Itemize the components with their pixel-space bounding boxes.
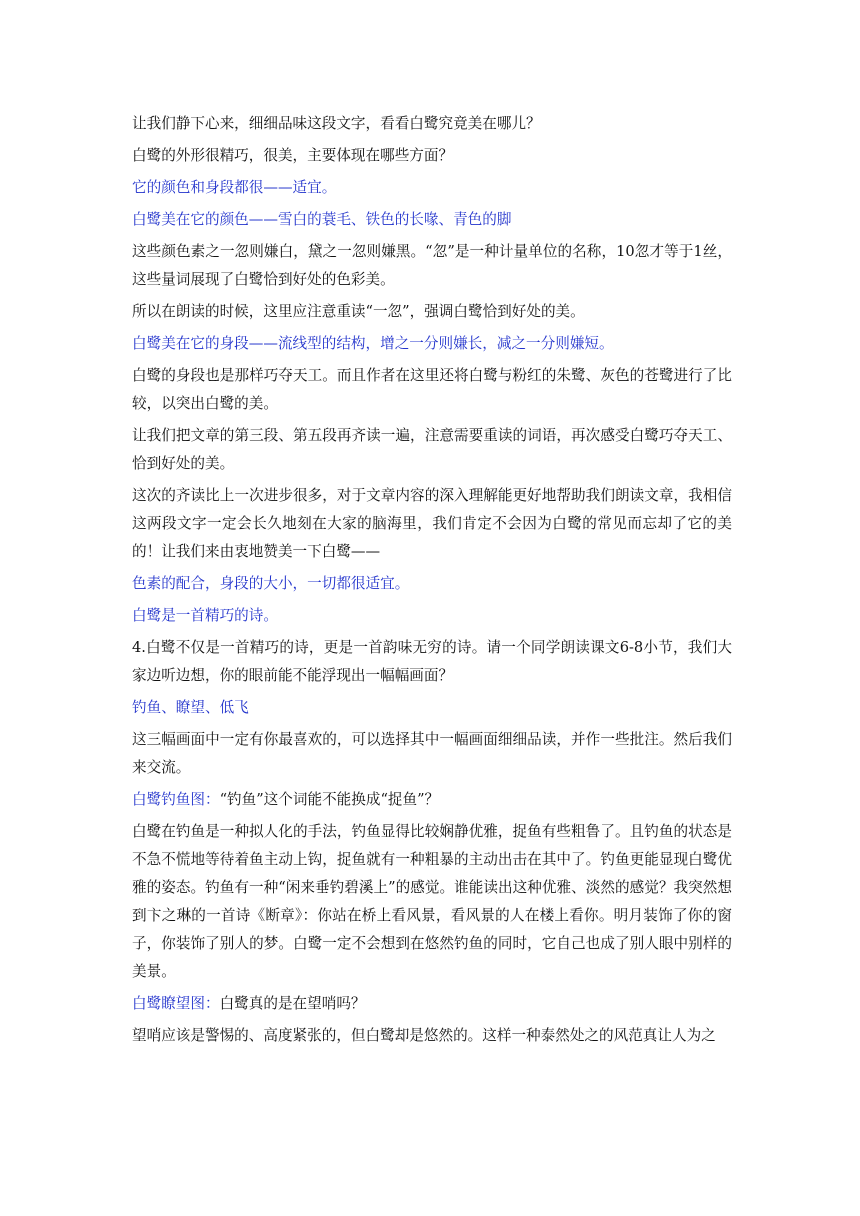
paragraph: 所以在朗读的时候，这里应注意重读“一忽”，强调白鹭恰到好处的美。: [132, 303, 585, 320]
section-label: 白鹭瞭望图：: [132, 995, 220, 1012]
labeled-paragraph: [132, 990, 732, 1018]
highlighted-paragraph: 白鹭美在它的颜色——雪白的蓑毛、铁色的长喙、青色的脚: [132, 211, 512, 228]
document-page: [132, 110, 732, 1054]
question-text: “钓鱼”这个词能不能换成“捉鱼”？: [219, 791, 440, 808]
paragraph: 4.白鹭不仅是一首精巧的诗，更是一首韵味无穷的诗。请一个同学朗读课文6-8小节，我们大家边听边想，你的眼前能不能浮现出一幅幅画面？: [132, 639, 732, 684]
highlighted-paragraph: 它的颜色和身段都很——适宜。: [132, 179, 337, 196]
labeled-paragraph: [132, 786, 732, 814]
section-label: 白鹭钓鱼图：: [132, 791, 220, 808]
highlighted-paragraph: 色素的配合，身段的大小，一切都很适宜。: [132, 575, 410, 592]
paragraph: 这些颜色素之一忽则嫌白，黛之一忽则嫌黑。“忽”是一种计量单位的名称，10忽才等于1丝，这些量词展现了白鹭恰到好处的色彩美。: [132, 243, 732, 288]
paragraph: 望哨应该是警惕的、高度紧张的，但白鹭却是悠然的。这样一种泰然处之的风范真让人为之: [132, 1027, 716, 1044]
paragraph: 白鹭的身段也是那样巧夺天工。而且作者在这里还将白鹭与粉红的朱鹭、灰色的苍鹭进行了比较，以突出白鹭的美。: [132, 367, 732, 412]
paragraph: 白鹭的外形很精巧，很美，主要体现在哪些方面？: [132, 147, 454, 164]
paragraph: 这次的齐读比上一次进步很多，对于文章内容的深入理解能更好地帮助我们朗读文章，我相信这两段文字一定会长久地刻在大家的脑海里，我们肯定不会因为白鹭的常见而忘却了它的美的！让我们来由衷地赞美一下白鹭——: [132, 487, 732, 560]
paragraph: 白鹭在钓鱼是一种拟人化的手法，钓鱼显得比较娴静优雅，捉鱼有些粗鲁了。且钓鱼的状态是不急不慌地等待着鱼主动上钩，捉鱼就有一种粗暴的主动出击在其中了。钓鱼更能显现白鹭优雅的姿态。钓鱼有一种“闲来垂钓碧溪上”的感觉。谁能读出这种优雅、淡然的感觉？我突然想到卞之琳的一首诗《断章》：你站在桥上看风景，看风景的人在楼上看你。明月装饰了你的窗子，你装饰了别人的梦。白鹭一定不会想到在悠然钓鱼的同时，它自己也成了别人眼中别样的美景。: [132, 823, 732, 980]
highlighted-paragraph: 钓鱼、瞭望、低飞: [132, 699, 249, 716]
paragraph: 这三幅画面中一定有你最喜欢的，可以选择其中一幅画面细细品读，并作一些批注。然后我们来交流。: [132, 731, 732, 776]
highlighted-paragraph: 白鹭美在它的身段——流线型的结构，增之一分则嫌长，减之一分则嫌短。: [132, 335, 614, 352]
paragraph: 让我们把文章的第三段、第五段再齐读一遍，注意需要重读的词语，再次感受白鹭巧夺天工、恰到好处的美。: [132, 427, 732, 472]
question-text: 白鹭真的是在望哨吗？: [219, 995, 366, 1012]
paragraph: 让我们静下心来，细细品味这段文字，看看白鹭究竟美在哪儿？: [132, 115, 541, 132]
highlighted-paragraph: 白鹭是一首精巧的诗。: [132, 607, 278, 624]
